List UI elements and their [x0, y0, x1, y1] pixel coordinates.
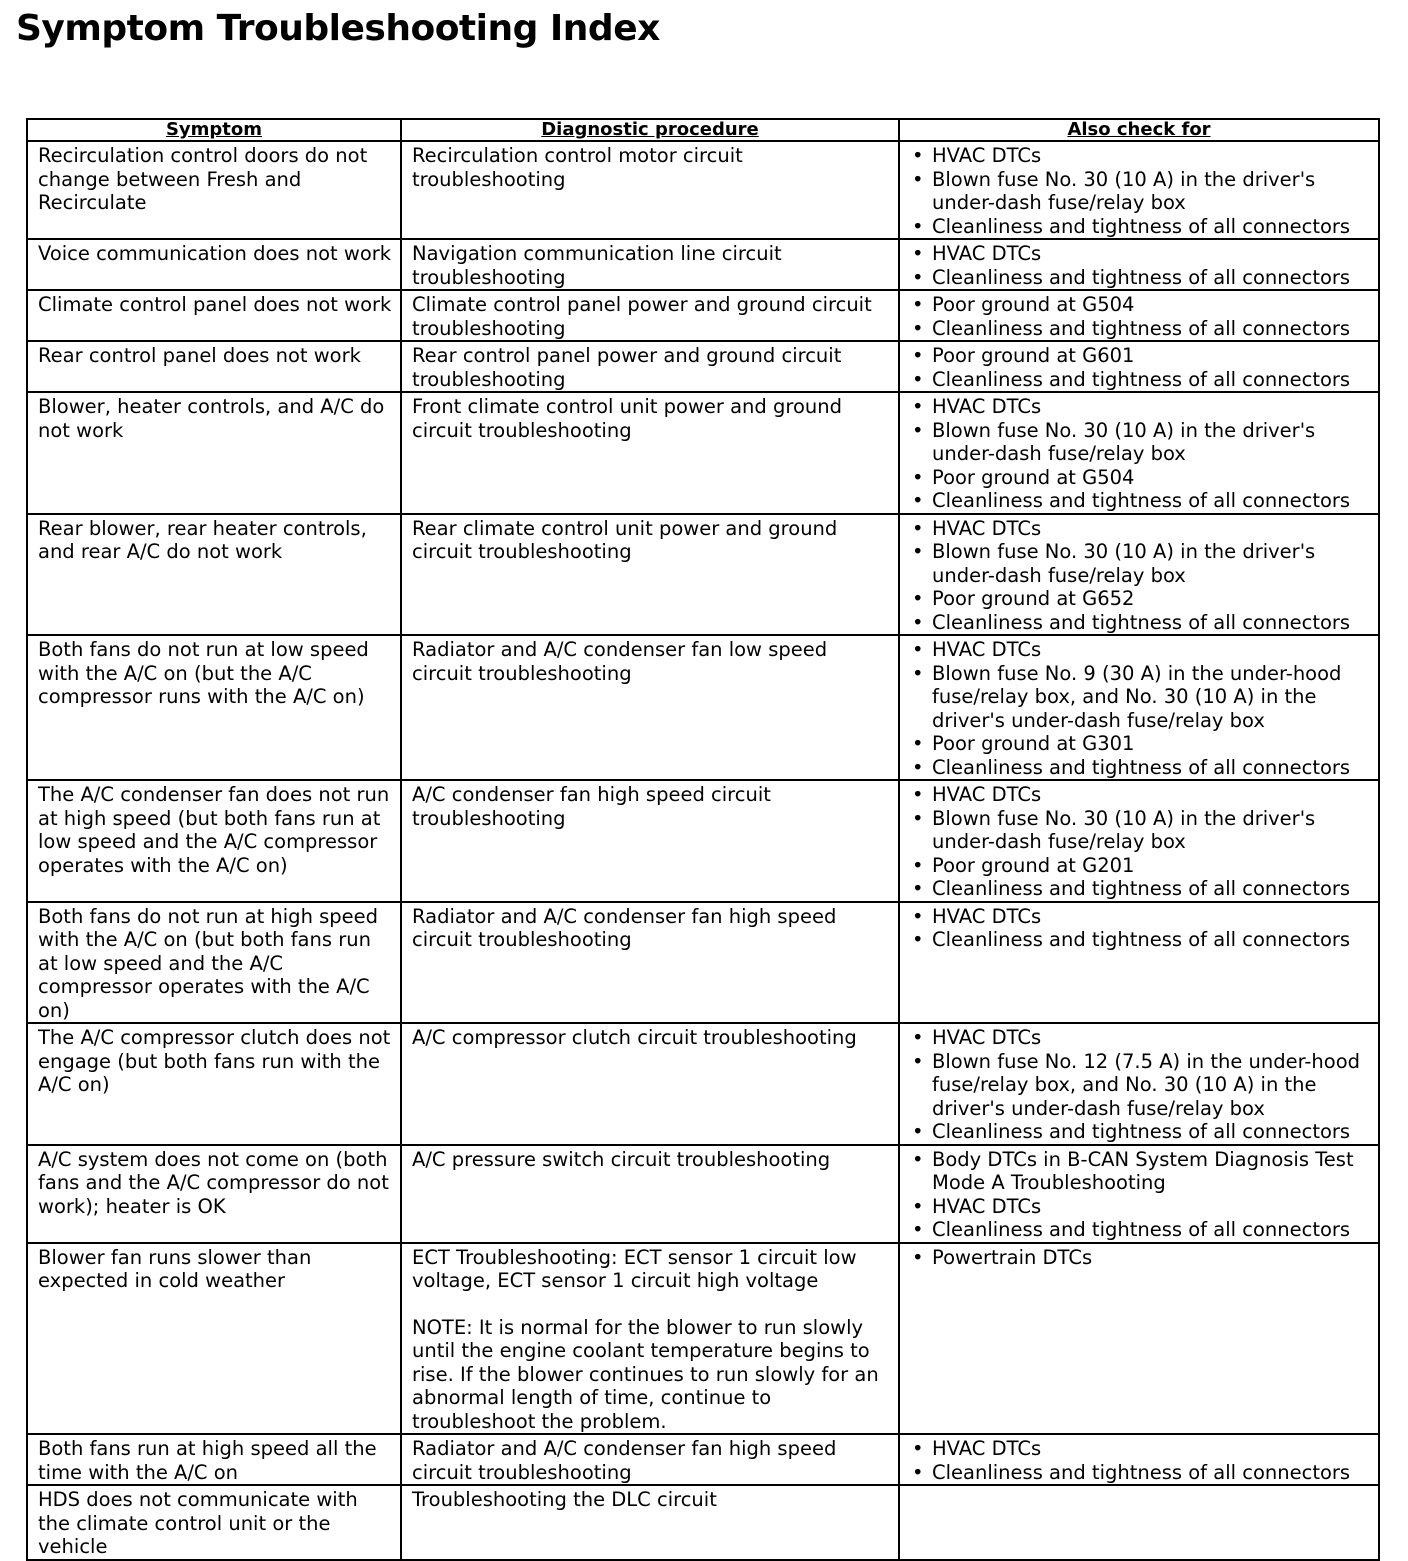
check-item: • Cleanliness and tightness of all connectors [910, 215, 1370, 239]
check-list [910, 144, 1370, 238]
check-item: • HVAC DTCs [910, 242, 1370, 266]
table-row [27, 239, 1379, 290]
also-check-cell [899, 141, 1379, 239]
procedure-cell [401, 514, 899, 636]
check-list [910, 517, 1370, 635]
header-procedure: Diagnostic procedure [401, 119, 899, 141]
symptom-cell: Both fans run at high speed all the time with the A/C on [27, 1434, 401, 1485]
symptom-cell: HDS does not communicate with the climate control unit or the vehicle [27, 1485, 401, 1560]
table-row [27, 1243, 1379, 1435]
check-list [910, 395, 1370, 513]
procedure-note: NOTE: It is normal for the blower to run slowly until the engine coolant temperature begins to rise. If the blower continues to run slowly for an abnormal length of time, continue to troubleshoot the problem. [412, 1315, 879, 1433]
table-row [27, 1485, 1379, 1560]
check-item: • Cleanliness and tightness of all connectors [910, 877, 1370, 901]
header-symptom: Symptom [27, 119, 401, 141]
symptom-cell: The A/C condenser fan does not run at high speed (but both fans run at low speed and the A/C compressor operates with the A/C on) [27, 780, 401, 902]
check-list [910, 905, 1370, 952]
check-item: • Cleanliness and tightness of all connectors [910, 266, 1370, 290]
check-item: • Blown fuse No. 9 (30 A) in the under-hood fuse/relay box, and No. 30 (10 A) in the driver's under-dash fuse/relay box [910, 662, 1370, 733]
check-item: • HVAC DTCs [910, 1195, 1370, 1219]
also-check-cell [899, 780, 1379, 902]
also-check-cell [899, 1243, 1379, 1435]
check-item: • HVAC DTCs [910, 783, 1370, 807]
check-list [910, 242, 1370, 289]
also-check-cell [899, 514, 1379, 636]
symptom-cell: Both fans do not run at high speed with the A/C on (but both fans run at low speed and the A/C compressor operates with the A/C on) [27, 902, 401, 1024]
check-item: • HVAC DTCs [910, 1026, 1370, 1050]
also-check-cell [899, 902, 1379, 1024]
table-row [27, 902, 1379, 1024]
procedure-cell [401, 341, 899, 392]
header-also-check: Also check for [899, 119, 1379, 141]
check-item: • Blown fuse No. 30 (10 A) in the driver's under-dash fuse/relay box [910, 419, 1370, 466]
check-item: • Blown fuse No. 30 (10 A) in the driver's under-dash fuse/relay box [910, 540, 1370, 587]
procedure-text: Climate control panel power and ground circuit troubleshooting [412, 293, 872, 340]
table-row [27, 1434, 1379, 1485]
check-item: • Poor ground at G652 [910, 587, 1370, 611]
check-item: • Poor ground at G301 [910, 732, 1370, 756]
symptom-cell: Both fans do not run at low speed with the A/C on (but the A/C compressor runs with the A/C on) [27, 635, 401, 780]
check-item: • Cleanliness and tightness of all connectors [910, 1461, 1370, 1485]
also-check-cell [899, 392, 1379, 514]
also-check-cell [899, 1145, 1379, 1243]
check-item: • Blown fuse No. 30 (10 A) in the driver's under-dash fuse/relay box [910, 807, 1370, 854]
symptom-cell: Blower fan runs slower than expected in cold weather [27, 1243, 401, 1435]
check-item: • Cleanliness and tightness of all connectors [910, 1218, 1370, 1242]
procedure-text: Recirculation control motor circuit troubleshooting [412, 144, 743, 191]
also-check-cell [899, 1434, 1379, 1485]
also-check-cell [899, 1023, 1379, 1145]
procedure-cell [401, 1145, 899, 1243]
procedure-cell [401, 392, 899, 514]
symptom-cell: A/C system does not come on (both fans and the A/C compressor do not work); heater is OK [27, 1145, 401, 1243]
also-check-cell [899, 341, 1379, 392]
procedure-text: A/C pressure switch circuit troubleshooting [412, 1147, 831, 1171]
check-item: • Poor ground at G504 [910, 293, 1370, 317]
check-item: • Poor ground at G201 [910, 854, 1370, 878]
procedure-cell [401, 290, 899, 341]
check-list [910, 344, 1370, 391]
check-list [910, 1246, 1370, 1270]
procedure-text: Radiator and A/C condenser fan high speed circuit troubleshooting [412, 1437, 837, 1484]
procedure-cell [401, 239, 899, 290]
check-item: • Cleanliness and tightness of all connectors [910, 928, 1370, 952]
check-list [910, 638, 1370, 779]
procedure-cell [401, 1243, 899, 1435]
check-item: • HVAC DTCs [910, 905, 1370, 929]
check-item: • Cleanliness and tightness of all connectors [910, 368, 1370, 392]
check-list [910, 293, 1370, 340]
check-item: • HVAC DTCs [910, 1437, 1370, 1461]
check-item: • Poor ground at G601 [910, 344, 1370, 368]
table-row [27, 141, 1379, 239]
check-list [910, 1026, 1370, 1144]
procedure-text: Radiator and A/C condenser fan high speed circuit troubleshooting [412, 904, 837, 951]
symptom-cell: Rear blower, rear heater controls, and rear A/C do not work [27, 514, 401, 636]
procedure-text: A/C compressor clutch circuit troubleshooting [412, 1026, 857, 1049]
table-header-row [27, 119, 1379, 141]
check-item: • Cleanliness and tightness of all connectors [910, 756, 1370, 780]
table-row [27, 635, 1379, 780]
symptom-cell: Recirculation control doors do not change between Fresh and Recirculate [27, 141, 401, 239]
symptom-cell: Rear control panel does not work [27, 341, 401, 392]
table-row [27, 780, 1379, 902]
page-title: Symptom Troubleshooting Index [16, 8, 660, 49]
procedure-text: Rear control panel power and ground circuit troubleshooting [412, 344, 842, 391]
table-row [27, 1023, 1379, 1145]
check-item: • HVAC DTCs [910, 638, 1370, 662]
procedure-cell [401, 141, 899, 239]
table-row [27, 392, 1379, 514]
procedure-cell [401, 1485, 899, 1560]
procedure-text: A/C condenser fan high speed circuit troubleshooting [412, 783, 771, 830]
check-list [910, 1437, 1370, 1484]
also-check-cell [899, 239, 1379, 290]
check-item: • HVAC DTCs [910, 517, 1370, 541]
check-item: • Cleanliness and tightness of all connectors [910, 317, 1370, 341]
symptom-cell: Climate control panel does not work [27, 290, 401, 341]
symptom-index-table [26, 118, 1380, 1561]
table-row [27, 290, 1379, 341]
check-list [910, 783, 1370, 901]
procedure-text: Radiator and A/C condenser fan low speed circuit troubleshooting [412, 638, 828, 685]
procedure-text: Front climate control unit power and ground circuit troubleshooting [412, 395, 842, 442]
procedure-cell [401, 1023, 899, 1145]
procedure-cell [401, 1434, 899, 1485]
check-item: • Cleanliness and tightness of all connectors [910, 1120, 1370, 1144]
procedure-cell [401, 780, 899, 902]
check-item: • Powertrain DTCs [910, 1246, 1370, 1270]
procedure-cell [401, 902, 899, 1024]
symptom-cell: Voice communication does not work [27, 239, 401, 290]
procedure-text: Navigation communication line circuit troubleshooting [412, 242, 782, 289]
check-item: • HVAC DTCs [910, 144, 1370, 168]
check-item: • Poor ground at G504 [910, 466, 1370, 490]
symptom-cell: Blower, heater controls, and A/C do not work [27, 392, 401, 514]
procedure-text: ECT Troubleshooting: ECT sensor 1 circuit low voltage, ECT sensor 1 circuit high voltage [412, 1245, 857, 1292]
also-check-cell [899, 635, 1379, 780]
also-check-cell [899, 1485, 1379, 1560]
table-row [27, 341, 1379, 392]
check-item: • HVAC DTCs [910, 395, 1370, 419]
procedure-cell [401, 635, 899, 780]
table-row [27, 1145, 1379, 1243]
check-item: • Blown fuse No. 12 (7.5 A) in the under-hood fuse/relay box, and No. 30 (10 A) in the driver's under-dash fuse/relay box [910, 1050, 1370, 1121]
procedure-text: Troubleshooting the DLC circuit [412, 1488, 717, 1511]
procedure-text: Rear climate control unit power and ground circuit troubleshooting [412, 516, 838, 563]
table-row [27, 514, 1379, 636]
check-item: • Blown fuse No. 30 (10 A) in the driver's under-dash fuse/relay box [910, 168, 1370, 215]
check-list [910, 1148, 1370, 1242]
symptom-cell: The A/C compressor clutch does not engage (but both fans run with the A/C on) [27, 1023, 401, 1145]
also-check-cell [899, 290, 1379, 341]
check-item: • Cleanliness and tightness of all connectors [910, 611, 1370, 635]
check-item: • Cleanliness and tightness of all connectors [910, 489, 1370, 513]
table-body [27, 141, 1379, 1560]
check-item: • Body DTCs in B-CAN System Diagnosis Test Mode A Troubleshooting [910, 1148, 1370, 1195]
